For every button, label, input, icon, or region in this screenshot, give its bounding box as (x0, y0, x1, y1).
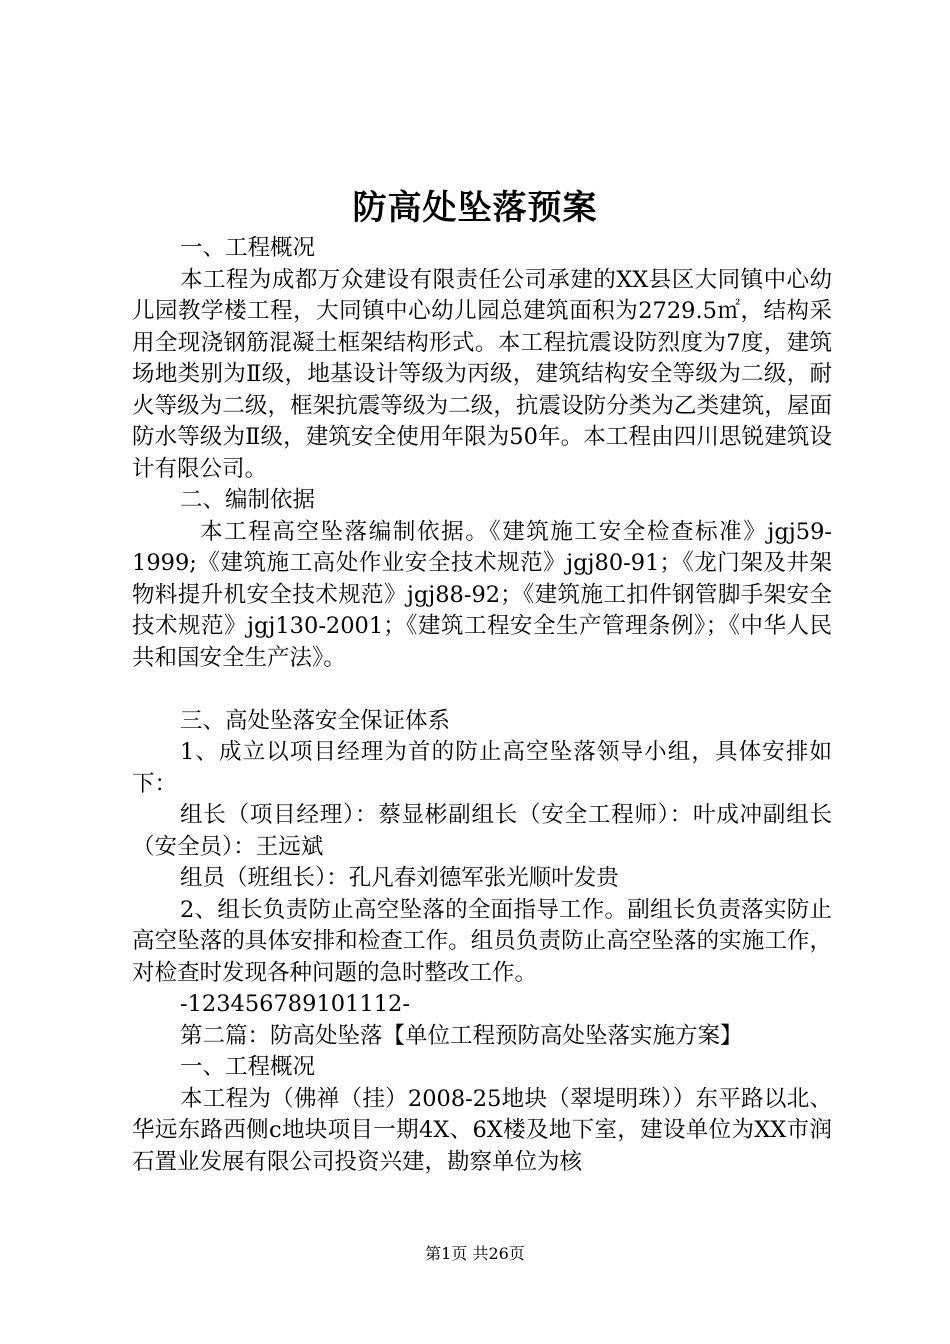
paragraph-responsibilities: 2、组长负责防止高空坠落的全面指导工作。副组长负责落实防止高空坠落的具体安排和检查工作。组员负责防止高空坠落的实施工作，对检查时发现各种问题的急时整改工作。 (132, 896, 832, 986)
page-number-sequence: -123456789101112- (180, 991, 410, 1017)
section-heading-overview: 一、工程概况 (180, 235, 316, 261)
paragraph-group-leaders: 组长（项目经理）：蔡显彬副组长（安全工程师）：叶成冲副组长（安全员）：王远斌 (132, 802, 832, 860)
paragraph-group-members: 组员（班组长）：孔凡春刘德军张光顺叶发贵 (180, 865, 619, 891)
section-heading-part-two: 第二篇：防高处坠落【单位工程预防高处坠落实施方案】 (180, 1022, 743, 1049)
page-footer: 第1页 共26页 (425, 1244, 525, 1263)
blank-line (132, 674, 832, 706)
paragraph-compilation-basis: 本工程高空坠落编制依据。《建筑施工安全检查标准》jgj59-1999;《建筑施工高处作业安全技术规范》jgj80-91；《龙门架及井架物料提升机安全技术规范》jgj88-92；《建筑施工扣件钢管脚手架安全技术规范》jgj130-2001；《建筑工程安全生产管理条例》；《中华人民共和国安全生产法》。 (132, 518, 832, 671)
paragraph-project-overview: 本工程为成都万众建设有限责任公司承建的XX县区大同镇中心幼儿园教学楼工程，大同镇中心幼儿园总建筑面积为2729.5㎡，结构采用全现浇钢筋混凝土框架结构形式。本工程抗震设防烈度为7度，建筑场地类别为Ⅱ级，地基设计等级为丙级，建筑结构安全等级为二级，耐火等级为二级，框架抗震等级为二级，抗震设防分类为乙类建筑，屋面防水等级为Ⅱ级，建筑安全使用年限为50年。本工程由四川思锐建筑设计有限公司。 (132, 266, 832, 482)
paragraph-project-overview-2: 本工程为（佛禅（挂）2008-25地块（翠堤明珠））东平路以北、华远东路西侧c地块项目一期4X、6X楼及地下室，建设单位为XX市润石置业发展有限公司投资兴建，勘察单位为核 (132, 1085, 832, 1175)
document-body (132, 233, 832, 1178)
section-heading-overview-2: 一、工程概况 (180, 1054, 316, 1080)
section-heading-safety-system: 三、高处坠落安全保证体系 (180, 707, 451, 734)
section-heading-basis: 二、编制依据 (180, 487, 316, 513)
document-title: 防高处坠落预案 (352, 188, 598, 228)
paragraph-leadership-group: 1、成立以项目经理为首的防止高空坠落领导小组，具体安排如下： (132, 739, 832, 797)
